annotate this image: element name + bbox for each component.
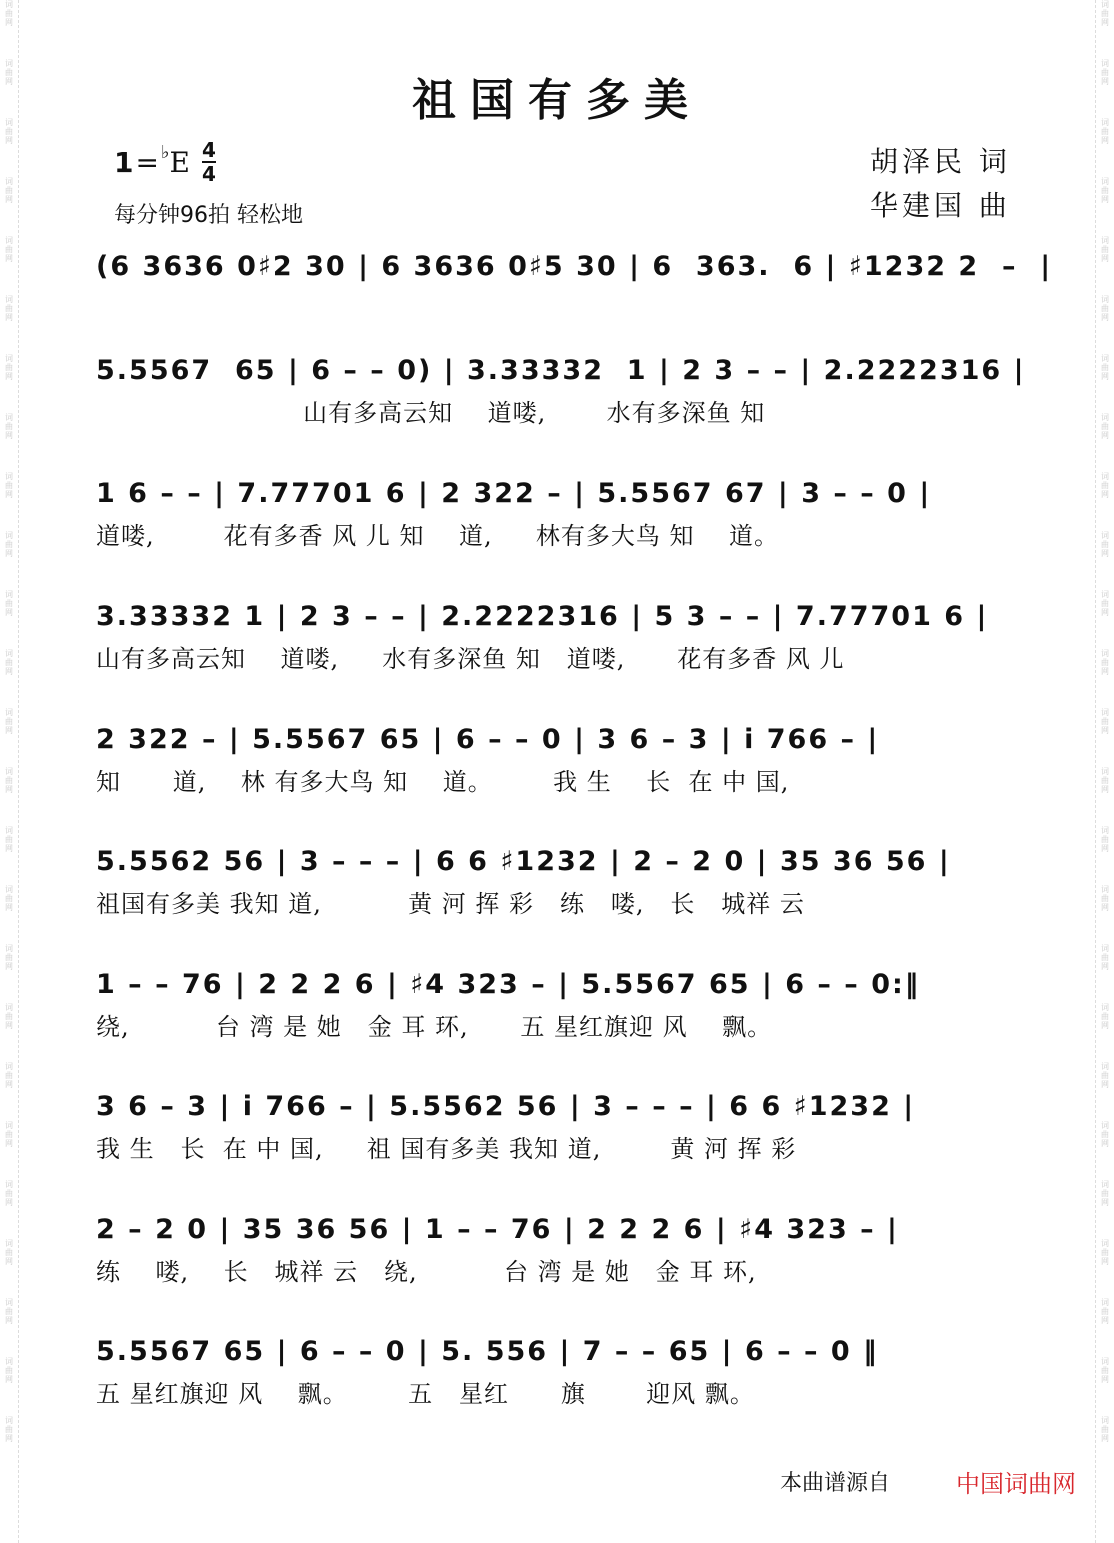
score-line-2	[96, 350, 1040, 430]
score-line-9	[96, 1209, 1040, 1289]
notation-row: 3 6 – 3 | i 766 – | 5.5562 56 | 3 – – – | 6 6 ♯1232 |	[96, 1090, 916, 1122]
score-line-3	[96, 473, 1040, 553]
watermark-text: 词 曲 网	[5, 531, 13, 558]
lyrics-row: 我 生 长 在 中 国, 祖 国有多美 我知 道, 黄 河 挥 彩	[96, 1134, 797, 1163]
score-line-5	[96, 719, 1040, 799]
watermark-text: 词 曲 网	[5, 295, 13, 322]
watermark-text: 词 曲 网	[1101, 1062, 1109, 1089]
lyrics-row	[96, 286, 1040, 326]
lyricist-credit: 胡泽民 词	[870, 145, 1011, 178]
score-line-1	[96, 246, 1053, 326]
key-note: E	[169, 145, 190, 179]
watermark-text: 词 曲 网	[5, 1416, 13, 1443]
credits	[870, 140, 1011, 228]
watermark-text: 词 曲 网	[1101, 1239, 1109, 1266]
watermark-text: 词 曲 网	[1101, 236, 1109, 263]
composer-credit: 华建国 曲	[870, 189, 1011, 222]
watermark-text: 词 曲 网	[1101, 826, 1109, 853]
lyrics-row: 祖国有多美 我知 道, 黄 河 挥 彩 练 喽, 长 城祥 云	[96, 889, 805, 918]
watermark-text: 词 曲 网	[1101, 767, 1109, 794]
watermark-text: 词 曲 网	[5, 826, 13, 853]
watermark-text: 词 曲 网	[5, 472, 13, 499]
watermark-text: 词 曲 网	[5, 1003, 13, 1030]
flat-sign: ♭	[160, 141, 170, 163]
watermark-text: 词 曲 网	[5, 236, 13, 263]
notation-row: 1 6 – – | 7.77701 6 | 2 322 – | 5.5567 67 | 3 – – 0 |	[96, 477, 932, 509]
watermark-text: 词 曲 网	[1101, 944, 1109, 971]
notation-row: 5.5567 65 | 6 – – 0 | 5. 556 | 7 – – 65 | 6 – – 0 ‖	[96, 1335, 879, 1367]
watermark-text: 词 曲 网	[5, 413, 13, 440]
watermark-text: 词 曲 网	[5, 0, 13, 27]
notation-row: (6 3636 0♯2 30 | 6 3636 0♯5 30 | 6 363. 6 | ♯1232 2 – |	[96, 250, 1053, 282]
watermark-text: 词 曲 网	[1101, 59, 1109, 86]
watermark-text: 词 曲 网	[5, 590, 13, 617]
watermark-text: 词 曲 网	[1101, 1121, 1109, 1148]
right-watermark-strip	[1095, 0, 1114, 1543]
watermark-text: 词 曲 网	[5, 1298, 13, 1325]
watermark-text: 词 曲 网	[1101, 590, 1109, 617]
score-line-7	[96, 964, 1040, 1044]
notation-row: 2 – 2 0 | 35 36 56 | 1 – – 76 | 2 2 2 6 | ♯4 323 – |	[96, 1213, 899, 1245]
watermark-text: 词 曲 网	[1101, 1298, 1109, 1325]
watermark-text: 词 曲 网	[1101, 472, 1109, 499]
time-signature-bottom: 4	[201, 162, 216, 186]
song-title: 祖国有多美	[412, 75, 702, 126]
left-watermark-strip	[0, 0, 19, 1543]
notation-row: 1 – – 76 | 2 2 2 6 | ♯4 323 – | 5.5567 65 | 6 – – 0:‖	[96, 968, 921, 1000]
notation-row: 5.5562 56 | 3 – – – | 6 6 ♯1232 | 2 – 2 0 | 35 36 56 |	[96, 845, 951, 877]
watermark-text: 词 曲 网	[5, 1180, 13, 1207]
watermark-text: 词 曲 网	[1101, 0, 1109, 27]
watermark-text: 词 曲 网	[5, 177, 13, 204]
lyrics-row: 练 喽, 长 城祥 云 绕, 台 湾 是 她 金 耳 环,	[96, 1257, 757, 1286]
score-line-4	[96, 596, 1040, 676]
source-site-link[interactable]: 中国词曲网	[956, 1470, 1076, 1498]
watermark-text: 词 曲 网	[5, 59, 13, 86]
lyrics-row: 知 道, 林 有多大鸟 知 道。 我 生 长 在 中 国,	[96, 767, 790, 796]
score-line-8	[96, 1086, 1040, 1166]
watermark-text: 词 曲 网	[5, 708, 13, 735]
watermark-text: 词 曲 网	[1101, 354, 1109, 381]
notation-row: 5.5567 65 | 6 – – 0) | 3.33332 1 | 2 3 – – | 2.2222316 |	[96, 354, 1026, 386]
watermark-text: 词 曲 网	[5, 1357, 13, 1384]
time-signature-top: 4	[201, 138, 216, 162]
watermark-text: 词 曲 网	[5, 944, 13, 971]
watermark-text: 词 曲 网	[5, 649, 13, 676]
tempo-marking: 每分钟96拍 轻松地	[114, 203, 303, 228]
source-note: 本曲谱源自	[780, 1471, 891, 1496]
watermark-text: 词 曲 网	[1101, 1180, 1109, 1207]
watermark-text: 词 曲 网	[1101, 649, 1109, 676]
lyrics-row: 山有多高云知 道喽, 水有多深鱼 知	[96, 398, 766, 427]
score-line-10	[96, 1331, 1040, 1411]
watermark-text: 词 曲 网	[5, 767, 13, 794]
watermark-text: 词 曲 网	[1101, 885, 1109, 912]
watermark-text: 词 曲 网	[5, 118, 13, 145]
watermark-text: 词 曲 网	[1101, 177, 1109, 204]
watermark-text: 词 曲 网	[1101, 295, 1109, 322]
notation-row: 2 322 – | 5.5567 65 | 6 – – 0 | 3 6 – 3 | i 766 – |	[96, 723, 880, 755]
watermark-text: 词 曲 网	[5, 1062, 13, 1089]
lyrics-row: 道喽, 花有多香 风 儿 知 道, 林有多大鸟 知 道。	[96, 521, 779, 550]
watermark-text: 词 曲 网	[1101, 118, 1109, 145]
watermark-text: 词 曲 网	[1101, 1003, 1109, 1030]
watermark-text: 词 曲 网	[1101, 413, 1109, 440]
watermark-text: 词 曲 网	[1101, 531, 1109, 558]
lyrics-row: 绕, 台 湾 是 她 金 耳 环, 五 星红旗迎 风 飘。	[96, 1012, 773, 1041]
lyrics-row: 五 星红旗迎 风 飘。 五 星红 旗 迎风 飘。	[96, 1379, 755, 1408]
watermark-text: 词 曲 网	[5, 1239, 13, 1266]
watermark-text: 词 曲 网	[1101, 1416, 1109, 1443]
watermark-text: 词 曲 网	[5, 1121, 13, 1148]
key-tonic-number: 1	[114, 145, 134, 179]
watermark-text: 词 曲 网	[5, 354, 13, 381]
key-equals: =	[135, 145, 159, 179]
notation-row: 3.33332 1 | 2 3 – – | 2.2222316 | 5 3 – – | 7.77701 6 |	[96, 600, 989, 632]
key-signature	[114, 140, 216, 184]
watermark-text: 词 曲 网	[1101, 1357, 1109, 1384]
lyrics-row: 山有多高云知 道喽, 水有多深鱼 知 道喽, 花有多香 风 儿	[96, 644, 845, 673]
score-line-6	[96, 841, 1040, 921]
time-signature	[202, 140, 216, 184]
watermark-text: 词 曲 网	[5, 885, 13, 912]
watermark-text: 词 曲 网	[1101, 708, 1109, 735]
